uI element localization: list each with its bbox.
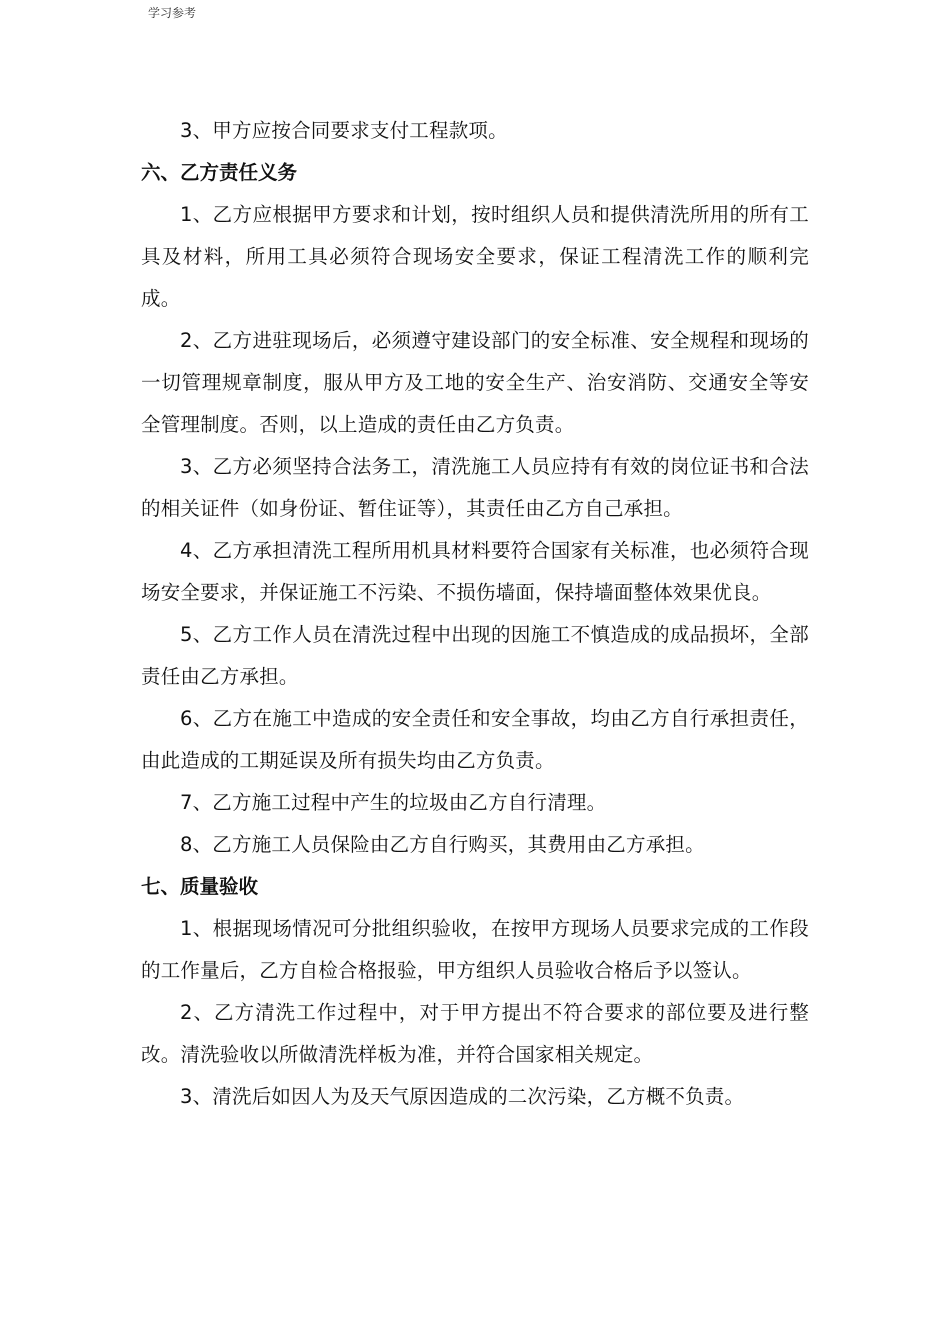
section-heading: 七、质量验收	[141, 875, 259, 898]
section-heading: 六、乙方责任义务	[141, 161, 298, 184]
paragraph: 3、乙方必须坚持合法务工，清洗施工人员应持有有效的岗位证书和合法的相关证件（如身份证、暂住证等），其责任由乙方自己承担。	[141, 455, 809, 520]
paragraph: 2、乙方清洗工作过程中，对于甲方提出不符合要求的部位要及进行整改。清洗验收以所做清洗样板为准，并符合国家相关规定。	[141, 1001, 809, 1066]
document-body	[141, 110, 809, 1118]
paragraph: 6、乙方在施工中造成的安全责任和安全事故，均由乙方自行承担责任，由此造成的工期延误及所有损失均由乙方负责。	[141, 707, 809, 772]
paragraph: 4、乙方承担清洗工程所用机具材料要符合国家有关标准，也必须符合现场安全要求，并保证施工不污染、不损伤墙面，保持墙面整体效果优良。	[141, 539, 809, 604]
paragraph: 5、乙方工作人员在清洗过程中出现的因施工不慎造成的成品损坏，全部责任由乙方承担。	[141, 623, 809, 688]
paragraph: 8、乙方施工人员保险由乙方自行购买，其费用由乙方承担。	[180, 833, 705, 856]
header-note: 学习参考	[148, 6, 197, 20]
paragraph: 2、乙方进驻现场后，必须遵守建设部门的安全标准、安全规程和现场的一切管理规章制度，服从甲方及工地的安全生产、治安消防、交通安全等安全管理制度。否则，以上造成的责任由乙方负责。	[141, 329, 809, 436]
paragraph: 1、根据现场情况可分批组织验收，在按甲方现场人员要求完成的工作段的工作量后，乙方自检合格报验，甲方组织人员验收合格后予以签认。	[141, 917, 809, 982]
paragraph: 7、乙方施工过程中产生的垃圾由乙方自行清理。	[180, 791, 607, 814]
paragraph: 3、清洗后如因人为及天气原因造成的二次污染，乙方概不负责。	[180, 1085, 745, 1108]
paragraph: 1、乙方应根据甲方要求和计划，按时组织人员和提供清洗所用的所有工具及材料，所用工具必须符合现场安全要求，保证工程清洗工作的顺利完成。	[141, 203, 809, 310]
paragraph: 3、甲方应按合同要求支付工程款项。	[180, 119, 508, 142]
